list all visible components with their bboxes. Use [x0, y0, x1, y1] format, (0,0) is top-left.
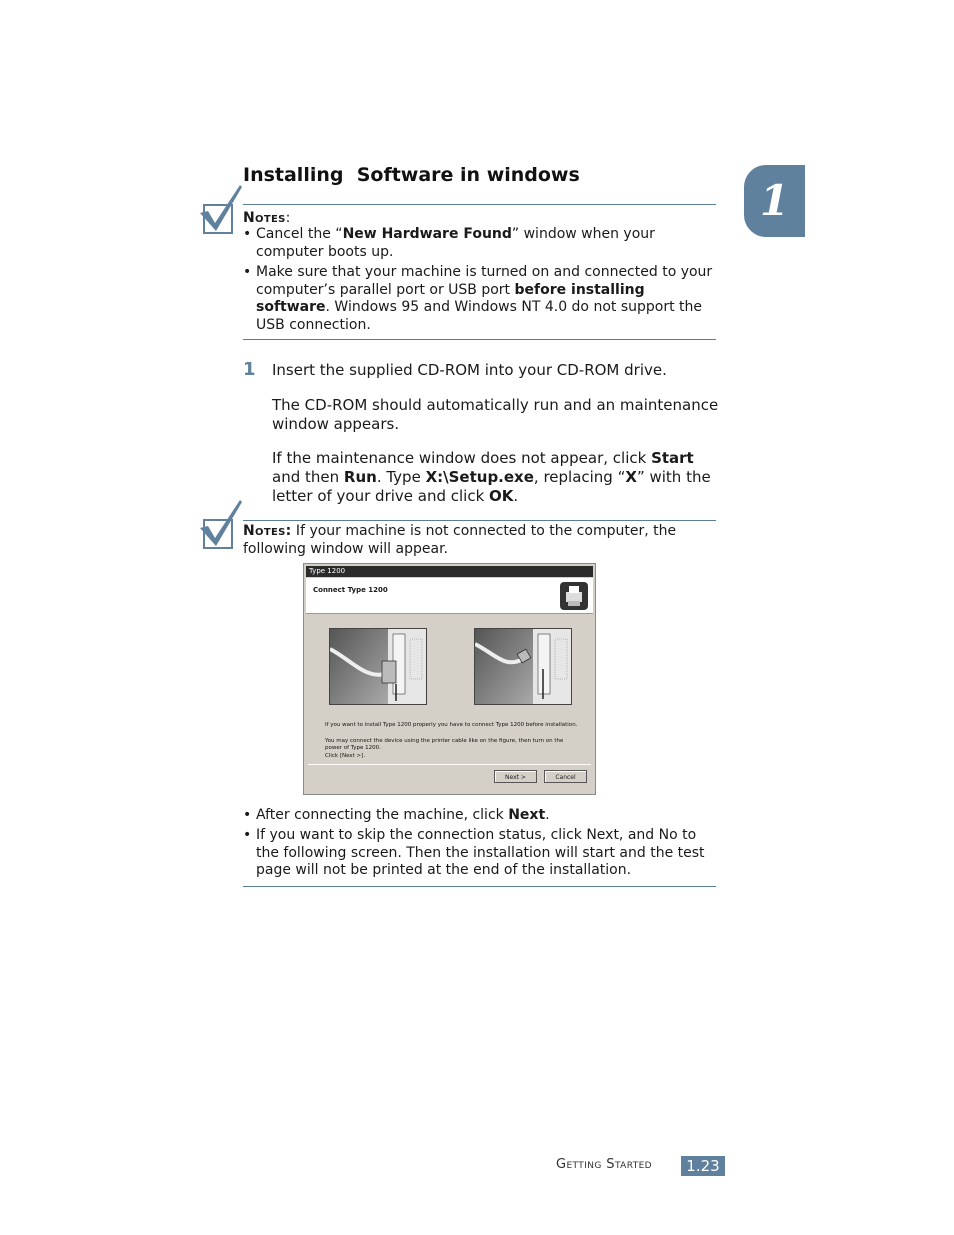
- dialog-instruction: power of Type 1200.: [325, 745, 381, 751]
- note-bottom-rule: [243, 339, 716, 340]
- dialog-instruction: You may connect the device using the printer cable like on the figure, then turn on the: [325, 738, 564, 744]
- text: ” with the letter of your drive and click: [272, 468, 711, 505]
- bullet-bold: Next: [508, 807, 546, 823]
- note-top-rule: [243, 204, 716, 205]
- note-bullet: [243, 827, 718, 880]
- bullet-text: Make sure that your machine is turned on and connected to your computer’s parallel port or USB port: [256, 264, 713, 298]
- bullet-text: If you want to skip the connection status, click Next, and No to the following screen. Then the installation will start and the test page will not be printed at the end of the installation.: [256, 827, 705, 878]
- bold-text: OK: [489, 487, 514, 505]
- step-paragraph: The CD-ROM should automatically run and an maintenance window appears.: [272, 396, 719, 433]
- dialog-instruction: Click [Next >].: [325, 753, 366, 759]
- bullet-text: ” window when your computer boots up.: [256, 226, 655, 260]
- cancel-button[interactable]: Cancel: [544, 770, 587, 783]
- note-bullet: [243, 807, 718, 825]
- bold-text: Start: [651, 449, 694, 467]
- text: , replacing “: [533, 468, 626, 486]
- checkmark-note-icon: [198, 183, 244, 235]
- text: and then: [272, 468, 344, 486]
- dialog-header: [306, 578, 593, 614]
- section-heading: Installing Software in windows: [243, 164, 580, 186]
- note-bottom-rule: [243, 886, 716, 887]
- bold-text: X: [625, 468, 637, 486]
- dialog-header-text: Connect Type 1200: [313, 586, 388, 594]
- bullet-text: .: [545, 807, 550, 823]
- dialog-separator: [308, 764, 591, 765]
- text: . Type: [376, 468, 426, 486]
- step-paragraph: [272, 449, 722, 506]
- usb-cable-illustration: [474, 628, 572, 705]
- note-bullet: [243, 264, 718, 334]
- note-top-rule: [243, 520, 716, 521]
- next-button[interactable]: Next >: [494, 770, 537, 783]
- text: .: [513, 487, 519, 505]
- bullet-text: . Windows 95 and Windows NT 4.0 do not support the USB connection.: [256, 299, 703, 333]
- chapter-tab: 1: [744, 165, 805, 237]
- step-number: 1: [243, 359, 256, 380]
- note-label: Notes: [243, 210, 286, 226]
- bullet-text: Cancel the “: [256, 226, 343, 242]
- page-number: 1.23: [681, 1156, 725, 1176]
- bullet-bold: New Hardware Found: [342, 226, 512, 242]
- step-text: Insert the supplied CD-ROM into your CD-ROM drive.: [272, 361, 667, 379]
- dialog-instruction: If you want to install Type 1200 properly you have to connect Type 1200 before installation.: [325, 722, 578, 728]
- note-label-1: [243, 207, 290, 228]
- printer-icon: [559, 581, 589, 611]
- bold-text: Run: [343, 468, 377, 486]
- dialog-screenshot: [303, 563, 596, 795]
- dialog-title-bar: Type 1200: [306, 566, 593, 577]
- bullet-bold: before installing software: [256, 281, 645, 315]
- checkmark-note-icon: [198, 498, 244, 550]
- parallel-cable-illustration: [329, 628, 427, 705]
- note-paragraph: [243, 523, 718, 558]
- text: If the maintenance window does not appear, click: [272, 449, 652, 467]
- note-bullet: [243, 226, 718, 261]
- bold-text: X:\Setup.exe: [425, 468, 534, 486]
- note-text: If your machine is not connected to the computer, the following window will appear.: [243, 523, 677, 557]
- footer-section-label: Getting Started: [556, 1157, 653, 1172]
- bullet-text: After connecting the machine, click: [256, 807, 509, 823]
- note-label: Notes:: [243, 523, 292, 539]
- note-colon: :: [285, 210, 291, 226]
